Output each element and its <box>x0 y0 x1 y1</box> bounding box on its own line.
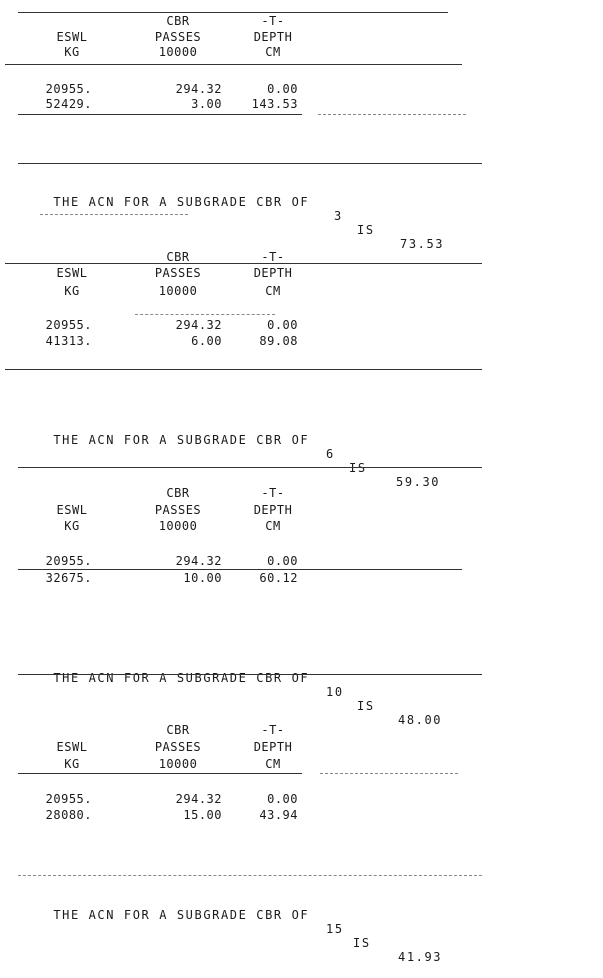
passes-value: 294.32 <box>175 554 222 568</box>
header-cm: CM <box>265 519 281 533</box>
header-passes: PASSES <box>154 503 202 517</box>
header-t: -T- <box>261 250 285 264</box>
passes-value: 294.32 <box>175 792 222 806</box>
acn-prefix: THE ACN FOR A SUBGRADE CBR OF <box>53 671 310 685</box>
depth-value: 143.53 <box>251 97 298 111</box>
header-10000: 10000 <box>158 519 198 533</box>
rule <box>18 163 482 164</box>
header-cbr: CBR <box>166 723 190 737</box>
header-t: -T- <box>261 14 285 28</box>
acn-cbr: 6 <box>326 447 335 461</box>
header-cm: CM <box>265 757 281 771</box>
rule <box>18 773 302 774</box>
rule <box>18 875 482 876</box>
header-eswl: ESWL <box>56 503 88 517</box>
header-kg: KG <box>64 757 80 771</box>
passes-value: 15.00 <box>183 808 222 822</box>
header-10000: 10000 <box>158 45 198 59</box>
depth-value: 60.12 <box>259 571 298 585</box>
eswl-value: 20955. <box>45 554 92 568</box>
acn-value: 59.30 <box>396 475 441 489</box>
header-passes: PASSES <box>154 266 202 280</box>
acn-is: IS <box>357 699 375 713</box>
eswl-value: 20955. <box>45 792 92 806</box>
header-cbr: CBR <box>166 14 190 28</box>
acn-is: IS <box>353 936 371 950</box>
header-t: -T- <box>261 723 285 737</box>
eswl-value: 32675. <box>45 571 92 585</box>
depth-value: 0.00 <box>267 82 298 96</box>
rule <box>18 674 482 675</box>
header-kg: KG <box>64 519 80 533</box>
acn-value: 41.93 <box>398 950 443 964</box>
header-eswl: ESWL <box>56 740 88 754</box>
rule <box>135 314 275 315</box>
header-cbr: CBR <box>166 486 190 500</box>
eswl-value: 52429. <box>45 97 92 111</box>
passes-value: 294.32 <box>175 318 222 332</box>
header-cm: CM <box>265 284 281 298</box>
rule <box>18 114 302 115</box>
header-eswl: ESWL <box>56 30 88 44</box>
header-passes: PASSES <box>154 740 202 754</box>
passes-value: 3.00 <box>191 97 222 111</box>
acn-summary <box>18 894 443 978</box>
acn-is: IS <box>357 223 375 237</box>
rule <box>320 773 458 774</box>
depth-value: 0.00 <box>267 554 298 568</box>
passes-value: 294.32 <box>175 82 222 96</box>
eswl-value: 20955. <box>45 82 92 96</box>
acn-cbr: 3 <box>334 209 343 223</box>
acn-is: IS <box>349 461 367 475</box>
header-10000: 10000 <box>158 757 198 771</box>
acn-cbr: 10 <box>326 685 344 699</box>
header-t: -T- <box>261 486 285 500</box>
passes-value: 6.00 <box>191 334 222 348</box>
header-kg: KG <box>64 45 80 59</box>
header-kg: KG <box>64 284 80 298</box>
rule <box>18 569 462 570</box>
header-depth: DEPTH <box>253 503 293 517</box>
rule <box>5 263 482 264</box>
depth-value: 0.00 <box>267 792 298 806</box>
header-cbr: CBR <box>166 250 190 264</box>
rule <box>318 114 466 115</box>
depth-value: 0.00 <box>267 318 298 332</box>
acn-cbr: 15 <box>326 922 344 936</box>
acn-prefix: THE ACN FOR A SUBGRADE CBR OF <box>53 433 310 447</box>
rule <box>5 369 482 370</box>
rule <box>18 12 448 13</box>
rule <box>40 214 188 215</box>
eswl-value: 41313. <box>45 334 92 348</box>
header-cm: CM <box>265 45 281 59</box>
depth-value: 89.08 <box>259 334 298 348</box>
acn-value: 73.53 <box>400 237 445 251</box>
acn-value: 48.00 <box>398 713 443 727</box>
eswl-value: 28080. <box>45 808 92 822</box>
header-10000: 10000 <box>158 284 198 298</box>
rule <box>18 467 482 468</box>
eswl-value: 20955. <box>45 318 92 332</box>
passes-value: 10.00 <box>183 571 222 585</box>
header-depth: DEPTH <box>253 266 293 280</box>
header-eswl: ESWL <box>56 266 88 280</box>
header-passes: PASSES <box>154 30 202 44</box>
rule <box>5 64 462 65</box>
depth-value: 43.94 <box>259 808 298 822</box>
header-depth: DEPTH <box>253 740 293 754</box>
acn-prefix: THE ACN FOR A SUBGRADE CBR OF <box>53 195 310 209</box>
header-depth: DEPTH <box>253 30 293 44</box>
acn-prefix: THE ACN FOR A SUBGRADE CBR OF <box>53 908 310 922</box>
